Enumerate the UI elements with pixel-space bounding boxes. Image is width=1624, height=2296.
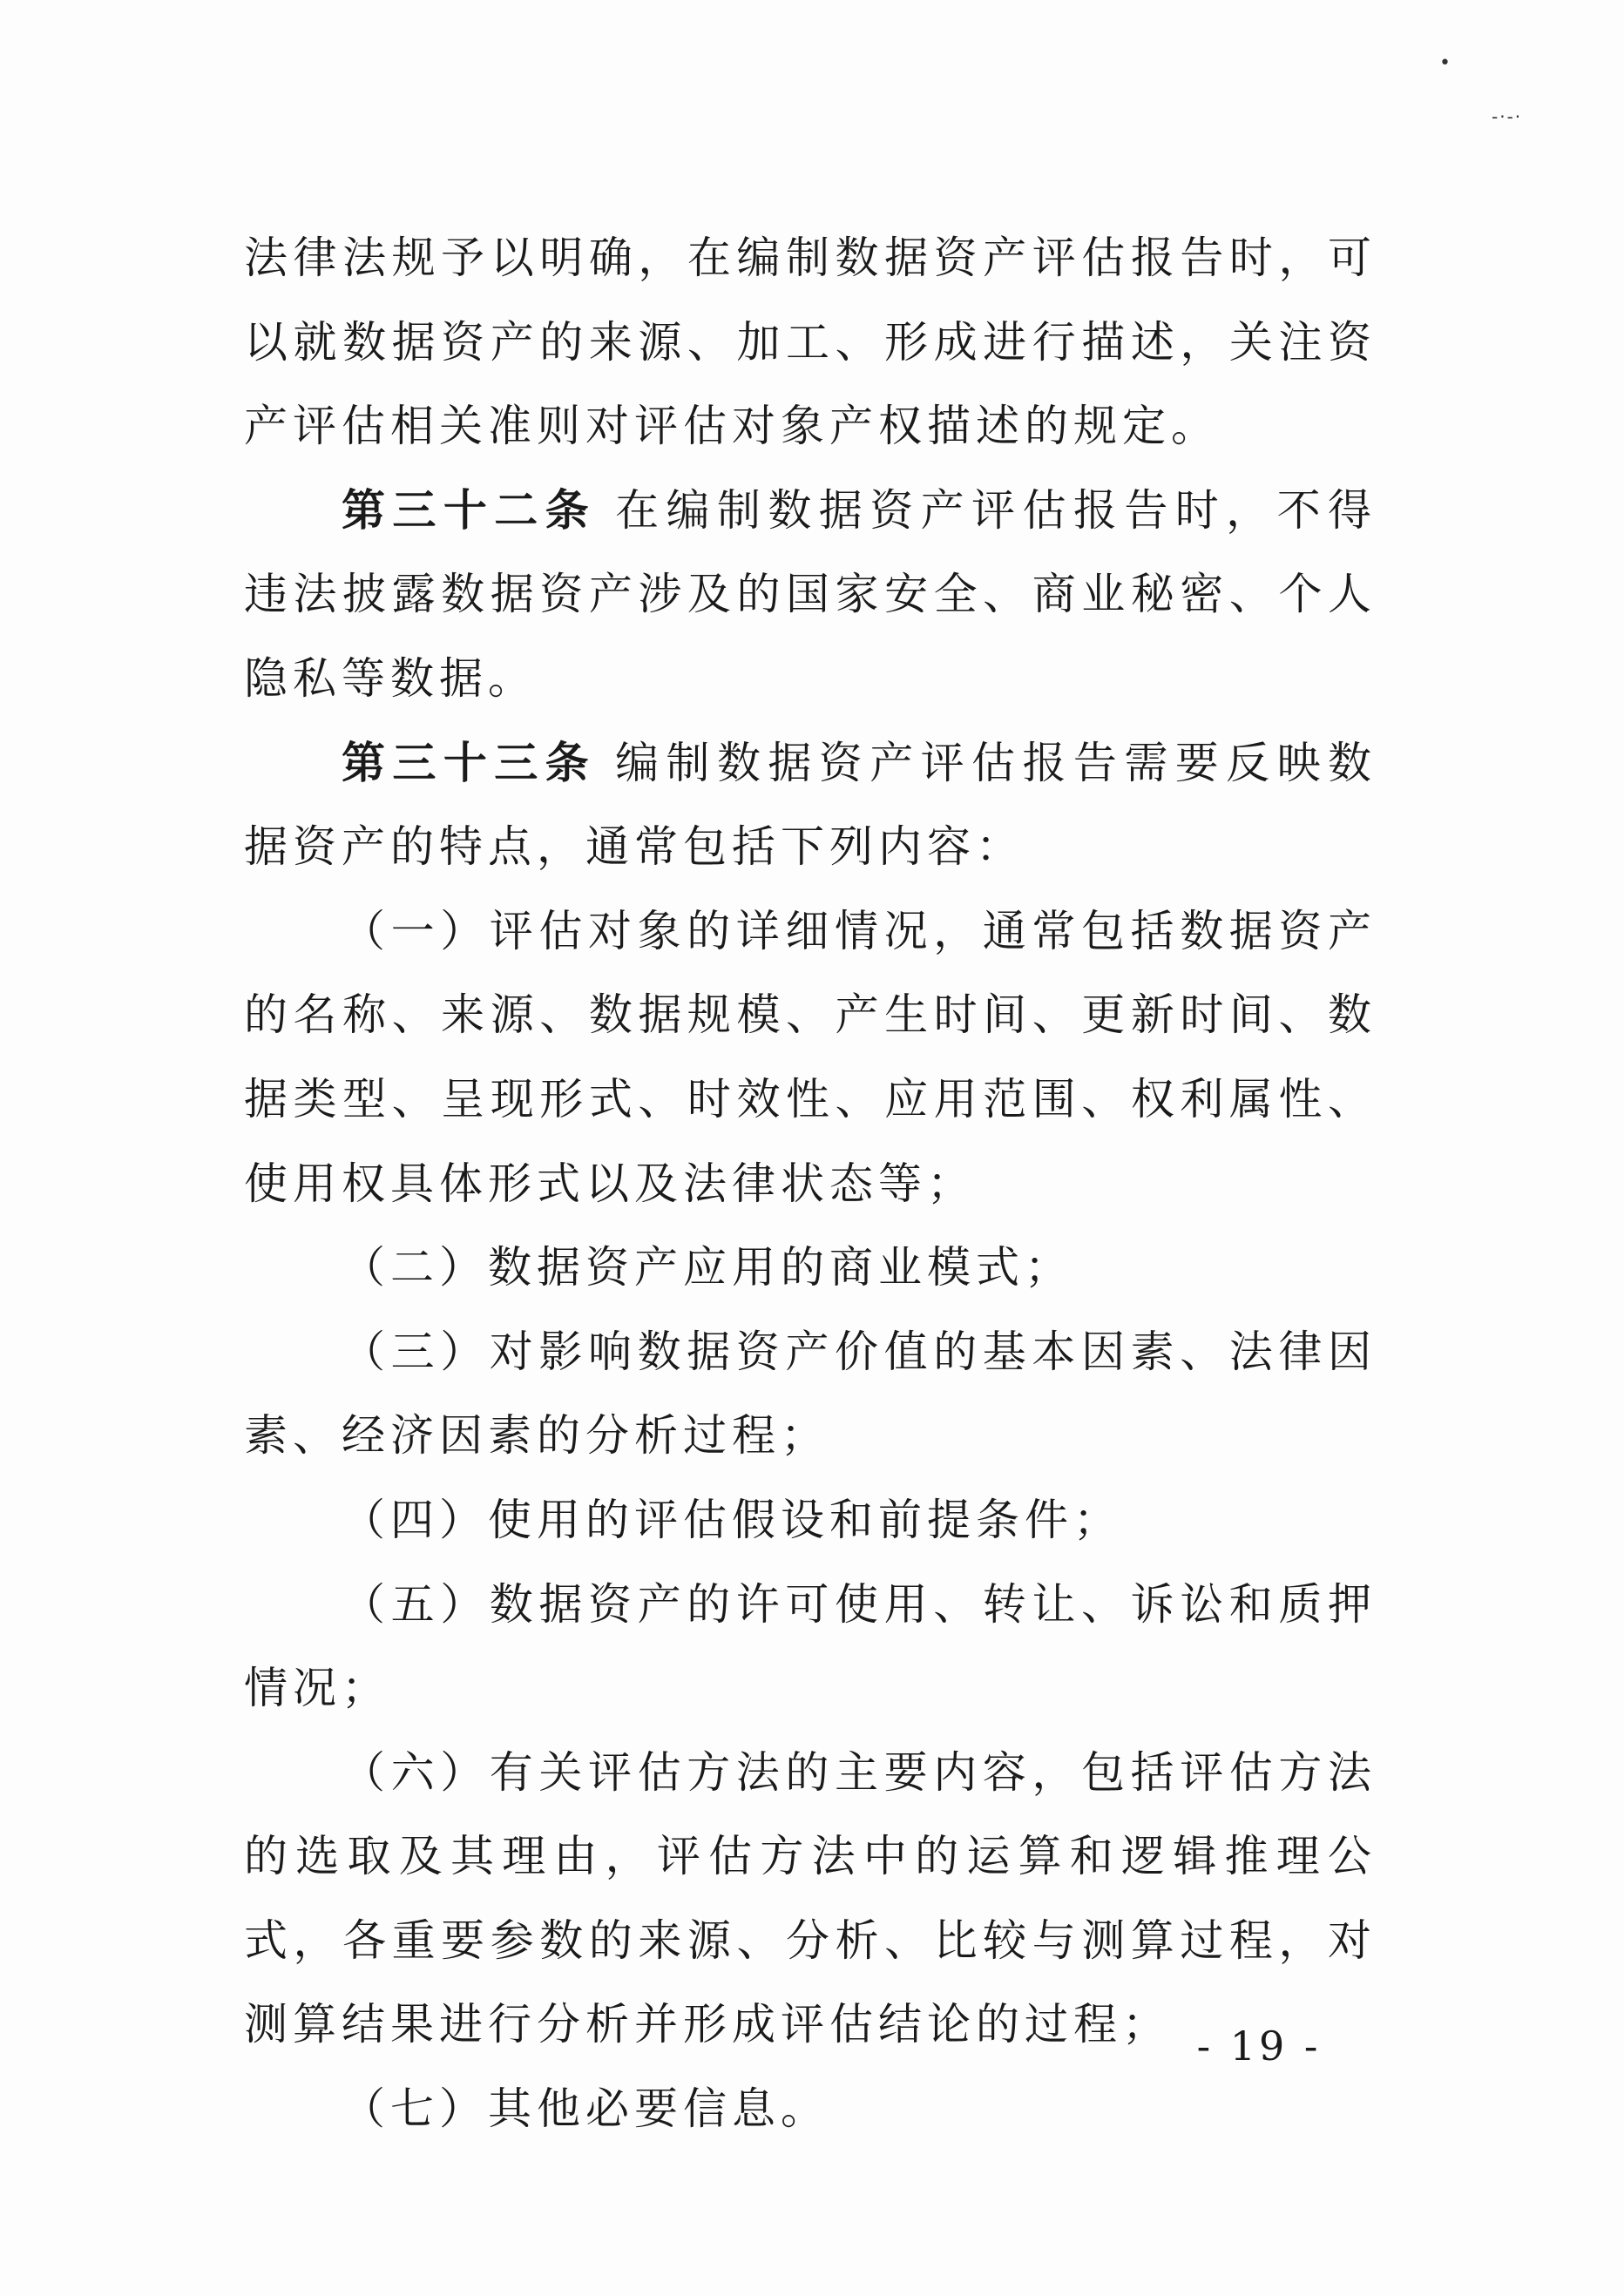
list-item-4 <box>244 1478 1377 1563</box>
list-item-text: （四）使用的评估假设和前提条件； <box>342 1494 1122 1545</box>
paragraph-continuation <box>244 216 1377 469</box>
list-item-3 <box>244 1310 1377 1478</box>
body-text <box>244 216 1377 2151</box>
article-32 <box>244 469 1377 721</box>
article-number: 第三十三条 <box>342 737 597 788</box>
list-item-2 <box>244 1226 1377 1310</box>
article-33 <box>244 721 1377 889</box>
list-item-1 <box>244 889 1377 1226</box>
list-item-text: （一）评估对象的详细情况，通常包括数据资产的名称、来源、数据规模、产生时间、更新时间、数据类型、呈现形式、时效性、应用范围、权利属性、使用权具体形式以及法律状态等； <box>244 905 1377 1209</box>
list-item-5 <box>244 1563 1377 1731</box>
scan-dot-mark: • <box>1439 52 1451 74</box>
list-item-text: （五）数据资产的许可使用、转让、诉讼和质押情况； <box>244 1578 1377 1714</box>
paragraph-text: 法律法规予以明确，在编制数据资产评估报告时，可以就数据资产的来源、加工、形成进行描述，关注资产评估相关准则对评估对象产权描述的规定。 <box>244 233 1377 452</box>
list-item-text: （六）有关评估方法的主要内容，包括评估方法的选取及其理由，评估方法中的运算和逻辑推理公式，各重要参数的来源、分析、比较与测算过程，对测算结果进行分析并形成评估结论的过程； <box>244 1746 1377 2050</box>
page-number: - 19 - <box>1196 2023 1322 2070</box>
article-number: 第三十二条 <box>342 484 597 536</box>
list-item-text: （二）数据资产应用的商业模式； <box>342 1242 1073 1293</box>
list-item-7 <box>244 2067 1377 2151</box>
paragraph-text: 在编制数据资产评估报告时，不得违法披露数据资产涉及的国家安全、商业秘密、个人隐私等数据。 <box>244 484 1377 704</box>
paragraph-text: 编制数据资产评估报告需要反映数据资产的特点，通常包括下列内容： <box>244 737 1377 873</box>
list-item-6 <box>244 1731 1377 2067</box>
scan-dash-mark: -·-· <box>1492 106 1523 127</box>
list-item-text: （三）对影响数据资产价值的基本因素、法律因素、经济因素的分析过程； <box>244 1326 1377 1462</box>
list-item-text: （七）其他必要信息。 <box>342 2083 829 2135</box>
